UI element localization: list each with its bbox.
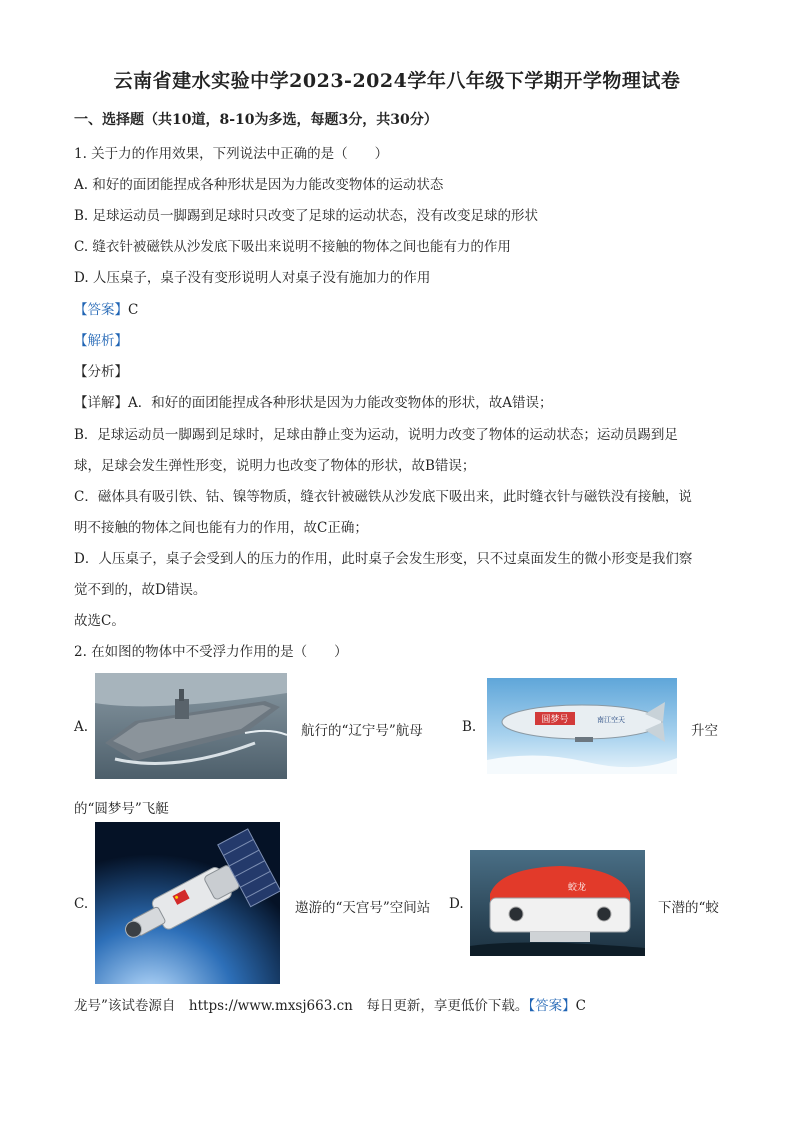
aircraft-carrier-image [95, 673, 287, 779]
detail-b-line1: B．足球运动员一脚踢到足球时，足球由静止变为运动，说明力改变了物体的运动状态；运动员踢到足 [74, 427, 678, 443]
detail-d-line1: D．人压桌子，桌子会受到人的压力的作用，此时桌子会发生形变，只不过桌面发生的微小形变是我们察 [74, 551, 693, 567]
q1-option-c: C. 缝衣针被磁铁从沙发底下吸出来说明不接触的物体之间也能有力的作用 [74, 239, 511, 255]
airship-image [487, 678, 677, 774]
q2-option-d-text-2 [74, 994, 586, 1014]
answer-tag: 【答案】 [74, 302, 128, 318]
q1-option-a: A. 和好的面团能捏成各种形状是因为力能改变物体的运动状态 [74, 177, 444, 193]
q2-option-c-label: C. [74, 896, 89, 912]
detail-d-line2: 觉不到的，故D错误。 [74, 582, 207, 598]
detail-tag: 【详解】 [74, 395, 128, 411]
q1-option-b: B. 足球运动员一脚踢到足球时只改变了足球的运动状态，没有改变足球的形状 [74, 208, 539, 224]
answer-value: C [128, 302, 139, 318]
q2-option-b-text-1: 升空 [691, 723, 718, 739]
q2-option-d-label: D. [449, 896, 464, 912]
q2-option-b-text-2: 的“圆梦号”飞艇 [74, 801, 169, 817]
q2-option-d-text-1: 下潜的“蛟 [658, 900, 719, 916]
q2-stem: 2. 在如图的物体中不受浮力作用的是（ ） [74, 644, 348, 660]
detail-c-line1: C．磁体具有吸引铁、钴、镍等物质，缝衣针被磁铁从沙发底下吸出来，此时缝衣针与磁铁没有接触，说 [74, 489, 692, 505]
page-title: 云南省建水实验中学2023-2024学年八年级下学期开学物理试卷 [113, 70, 681, 92]
analysis-tag: 【解析】 [74, 333, 128, 349]
q2-answer-tag: 【答案】 [528, 998, 576, 1014]
airship-name: 圆梦号 [541, 715, 569, 725]
q1-stem: 1. 关于力的作用效果，下列说法中正确的是（ ） [74, 146, 389, 162]
q2-answer-value: C [575, 998, 586, 1014]
source-note: 龙号”该试卷源自 https://www.mxsj663.cn 每日更新，享更低价下载。 [74, 998, 529, 1014]
detail-a: 【详解】A．和好的面团能捏成各种形状是因为力能改变物体的形状，故A错误； [74, 395, 553, 411]
q1-option-d: D. 人压桌子，桌子没有变形说明人对桌子没有施加力的作用 [74, 270, 431, 286]
detail-b-line2: 球，足球会发生弹性形变，说明力也改变了物体的形状，故B错误； [74, 458, 476, 474]
submersible-image [470, 850, 645, 956]
detail-c-line2: 明不接触的物体之间也能有力的作用，故C正确； [74, 520, 368, 536]
fenxi-tag: 【分析】 [74, 364, 128, 380]
airship-subtitle: 南江空天 [597, 716, 625, 724]
submersible-name: 蛟龙 [568, 883, 587, 893]
q2-option-b-label: B. [462, 719, 477, 735]
q2-option-a-text: 航行的“辽宁号”航母 [301, 723, 423, 739]
space-station-image [95, 822, 280, 984]
q2-option-a-label: A. [74, 719, 89, 735]
section-heading: 一、选择题（共10道，8-10为多选，每题3分，共30分） [74, 112, 438, 128]
q1-answer [74, 298, 138, 318]
q2-option-c-text: 遨游的“天宫号”空间站 [295, 900, 431, 916]
q1-conclusion: 故选C。 [74, 613, 125, 629]
